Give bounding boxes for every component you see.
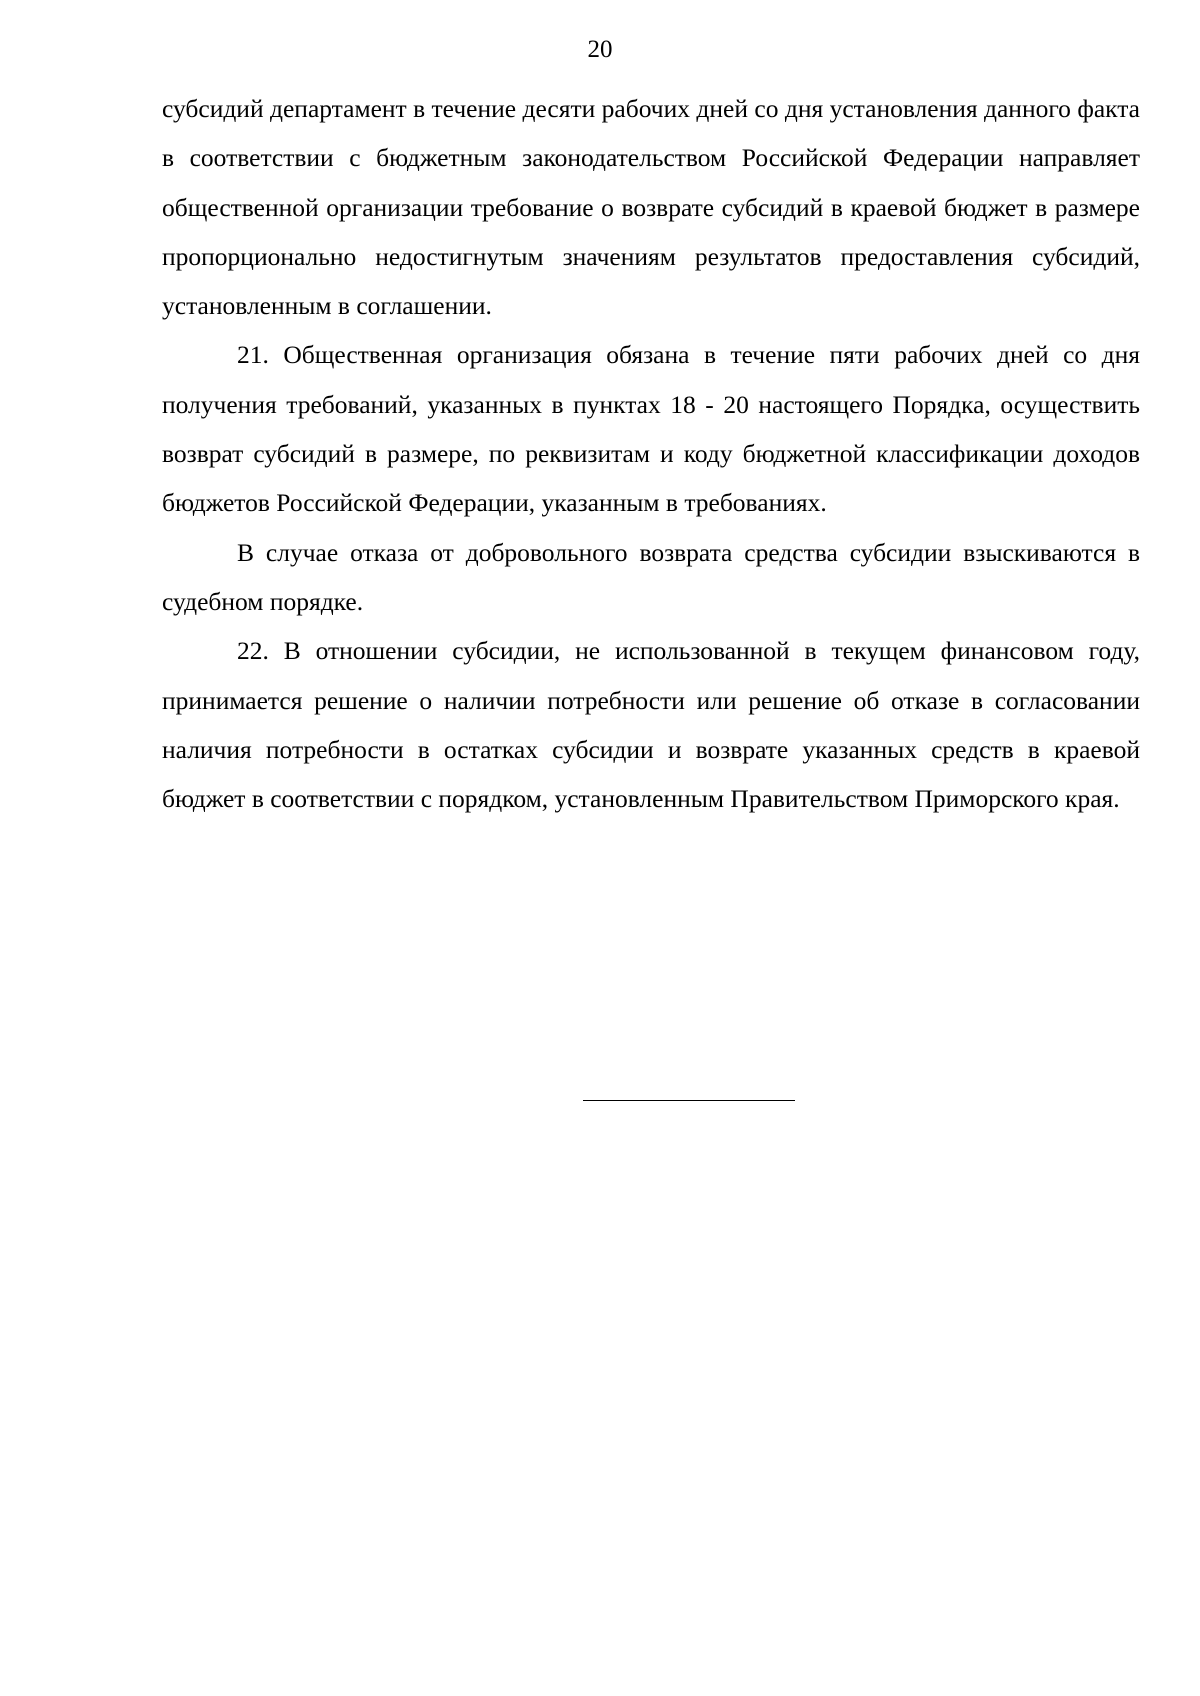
paragraph-continuation: субсидий департамент в течение десяти рабочих дней со дня установления данного факта в соответствии с бюджетным законодательством Российской Федерации направляет общественной организации требование о возврате субсидий в краевой бюджет в размере пропорционально недостигнутым значениям результатов предоставления субсидий, установленным в соглашении. xyxy=(162,94,1140,321)
end-of-document-rule xyxy=(583,1100,795,1101)
page-number: 20 xyxy=(587,36,613,63)
paragraph-22: 22. В отношении субсидии, не использованной в текущем финансовом году, принимается решение о наличии потребности или решение об отказе в согласовании наличия потребности в остатках субсидии и возврате указанных средств в краевой бюджет в соответствии с порядком, установленным Правительством Приморского края. xyxy=(162,636,1140,814)
document-body xyxy=(162,84,1140,823)
paragraph-21: 21. Общественная организация обязана в течение пяти рабочих дней со дня получения требований, указанных в пунктах 18 - 20 настоящего Порядка, осуществить возврат субсидий в размере, по реквизитам и коду бюджетной классификации доходов бюджетов Российской Федерации, указанным в требованиях. xyxy=(162,340,1140,518)
paragraph-court-recovery: В случае отказа от добровольного возврата средства субсидии взыскиваются в судебном порядке. xyxy=(162,537,1140,616)
